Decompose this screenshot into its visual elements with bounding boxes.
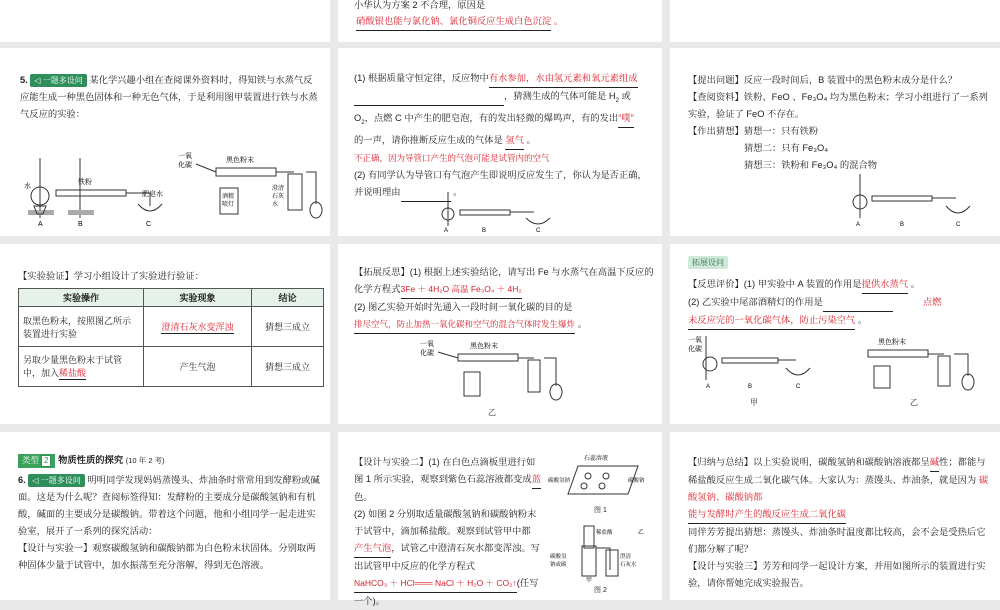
slide-verify: [0, 244, 330, 424]
top-answer: 硝酸银也能与氯化钠、氯化铜反应生成白色沉淀 。: [356, 13, 563, 31]
top-panel-left: [0, 0, 330, 42]
svg-text:化碳: 化碳: [178, 162, 192, 169]
slide-design2: [338, 432, 662, 606]
apparatus-yi-mid: [418, 334, 568, 404]
svg-text:C: C: [146, 221, 152, 228]
table-row: 取黑色粉末，按照图乙所示装置进行实验 澄清石灰水变浑浊 猜想三成立: [19, 307, 324, 347]
svg-text:乙: 乙: [638, 530, 645, 536]
slide-q5-parts: [338, 48, 662, 236]
svg-text:碳酸氢: 碳酸氢: [550, 554, 567, 560]
slide-reflect: [338, 244, 662, 424]
svg-text:石灰: 石灰: [272, 194, 285, 200]
table-header: 实验操作: [19, 289, 144, 307]
type-heading: 类型 2 物质性质的探究 (10 年 2 考): [18, 452, 165, 469]
svg-text:水: 水: [272, 202, 279, 208]
verify-title: 【实验验证】学习小组设计了实验进行验证：: [18, 271, 204, 281]
svg-text:B: B: [748, 384, 753, 390]
verify-table: [18, 288, 324, 387]
svg-text:A: A: [38, 221, 43, 228]
svg-text:酒精: 酒精: [222, 194, 235, 200]
top-panel-right: [670, 0, 1000, 42]
design2-text: 【设计与实验二】(1) 在白色点滴板里进行如图 1 所示实验，观察到紫色石蕊溶液都变成蓝色。 (2) 如图 2 分别取适量碳酸氢钠和碳酸钠粉末于试管中，滴加稀盐酸。观察到试管甲中都产生气泡，试管乙中澄清石灰水都变浑浊。写出试管甲中反应的化学方程式 NaHCO₃ ＋ HCl═══ NaCl ＋ H₂O ＋ CO₂↑(任写一个)。: [354, 457, 541, 606]
slide-q5: [0, 48, 330, 236]
svg-text:一氧: 一氧: [688, 337, 702, 344]
svg-text:化碳: 化碳: [688, 346, 702, 353]
fig-jia-ext: 甲: [750, 398, 758, 407]
apparatus-jia-ext: [688, 330, 818, 390]
svg-text:C: C: [956, 222, 961, 228]
svg-text:A: A: [856, 222, 861, 228]
svg-text:B: B: [482, 228, 487, 234]
svg-text:澄清: 澄清: [620, 554, 632, 560]
svg-text:石蕊溶液: 石蕊溶液: [584, 456, 609, 462]
fig2-label: 图 2: [594, 587, 607, 594]
figure-2-apparatus: [548, 518, 648, 582]
svg-text:黑色粉末: 黑色粉末: [878, 339, 906, 346]
svg-text:一氧: 一氧: [420, 341, 434, 348]
fig-yi-ext: 乙: [910, 398, 918, 407]
mid1-text: (1) 根据质量守恒定律，反应物中有水参加，水由氢元素和氧元素组成 ，猜测生成的气体可能是 $H_2$ 或 $O_2$，点燃 C 中产生的肥皂泡，有的发出轻微的爆鸣声，有的发出“噗” 的一声，请你推断反应生成的气体是 氢气 。 不正确，因为导管口产生的气泡可能是试管内的空气 (2) 有同学认为导管口有气泡产生即说明反应发生了，你认为是否正确，并说明理由 。: [354, 70, 654, 202]
apparatus-jia-mini: [438, 188, 558, 232]
slide-q6: [0, 432, 330, 600]
apparatus-yi: [176, 144, 326, 224]
figure-1-dropplate: [548, 452, 648, 508]
svg-text:稀盐酸: 稀盐酸: [596, 530, 613, 536]
svg-text:澄清: 澄清: [272, 186, 285, 192]
svg-text:B: B: [900, 222, 905, 228]
top-line: 小华认为方案 2 不合理，原因是: [354, 0, 486, 10]
table-header: 结论: [251, 289, 323, 307]
svg-text:A: A: [444, 228, 449, 234]
svg-text:石灰水: 石灰水: [620, 562, 637, 568]
svg-text:B: B: [78, 221, 83, 228]
table-header: 实验现象: [144, 289, 252, 307]
apparatus-yi-ext: [838, 330, 988, 394]
share-icon: ◁: [32, 476, 39, 486]
fig-yi-mid: 乙: [488, 408, 496, 417]
svg-text:C: C: [536, 228, 541, 234]
table-row: 另取少量黑色粉末于试管中，加入稀盐酸 产生气泡 猜想三成立: [19, 347, 324, 387]
top-panel-middle: [338, 0, 662, 42]
apparatus-jia-right: [840, 168, 980, 228]
extend-badge-wrap: 拓展设问: [688, 254, 728, 271]
fig1-label: 图 1: [594, 507, 607, 514]
svg-text:甲: 甲: [586, 578, 593, 584]
one-question-multi-badge: ◁ 一题多设问: [30, 74, 86, 87]
summary-text: 【归纳与总结】以上实验说明，碳酸氢钠和碳酸钠溶液都呈碱性；都能与稀盐酸反应生成二氧化碳气体。大家认为：蒸馒头、炸油条，就是因为 碳酸氢钠、碳酸钠都 能与发酵时产生的酸反应生成二氧化碳 同伴芳芳提出猜想：蒸馒头、炸油条时温度都比较高，会不会是受热后它们都分解了呢？ 【设计与实验三】芳芳和同学一起设计方案，并用如图所示的装置进行实验，请你帮她完成实验报告。: [688, 454, 992, 592]
svg-text:碳酸氢钠: 碳酸氢钠: [548, 478, 571, 484]
share-icon: ◁: [34, 76, 41, 86]
label-water: 水: [24, 183, 31, 190]
svg-text:黑色粉末: 黑色粉末: [226, 157, 254, 164]
svg-text:碳酸钠: 碳酸钠: [628, 478, 645, 484]
svg-text:一氧: 一氧: [178, 153, 192, 160]
extend-text: 【反思评价】(1) 甲实验中 A 装置的作用是提供水蒸气 。 (2) 乙实验中尾部酒精灯的作用是 点燃 未反应完的一氧化碳气体，防止污染空气 。: [688, 276, 992, 330]
svg-text:钠或碳: 钠或碳: [550, 562, 567, 568]
slide-summary: [670, 432, 1000, 600]
slide-extend: [670, 244, 1000, 424]
svg-text:喷灯: 喷灯: [222, 202, 235, 208]
svg-text:A: A: [706, 384, 711, 390]
svg-text:C: C: [796, 384, 801, 390]
svg-text:肥皂水: 肥皂水: [142, 191, 163, 198]
q5-text: 5. ◁ 一题多设问 某化学兴趣小组在查阅课外资料时，得知铁与水蒸气反应能生成一种黑色固体和一种无色气体，于是利用图甲装置进行铁与水蒸气反应的实验：: [20, 75, 318, 119]
one-question-multi-badge: ◁ 一题多设问: [28, 474, 84, 487]
svg-text:黑色粉末: 黑色粉末: [470, 343, 498, 350]
apparatus-jia: [20, 148, 180, 228]
slide-q5-hypothesis: [670, 48, 1000, 236]
reflect-text: 【拓展反思】(1) 根据上述实验结论，请写出 Fe 与水蒸气在高温下反应的化学方程式3Fe ＋ 4H₂O 高温 Fe₃O₄ ＋ 4H₂ (2) 图乙实验开始时先通入一段时间一氧化碳的目的是 排尽空气，防止加热一氧化碳和空气的混合气体时发生爆炸 。: [354, 264, 656, 334]
right1-text: 【提出问题】反应一段时间后，B 装置中的黑色粉末成分是什么？ 【查阅资料】铁粉、FeO 、Fe₃O₄ 均为黑色粉末；学习小组进行了一系列实验，验证了 FeO 不存在。 【作出猜想】猜想一：只有铁粉 猜想二：只有 Fe₃O₄ 猜想三：铁粉和 Fe₃O₄ 的混合物: [688, 75, 988, 170]
q6-text: 6. ◁ 一题多设问 明明同学发现妈妈蒸馒头、炸油条时常常用到发酵粉或碱面。这是为什么呢？查阅标签得知：发酵粉的主要成分是碳酸氢钠和有机酸，碱面的主要成分是碳酸钠。带着这个问题，他和小组同学一起走进实验室，展开了一系列的探究活动： 【设计与实验一】观察碳酸氢钠和碳酸钠都为白色粉末状固体。分别取两种固体少量于试管中，加水振荡至充分溶解，得到无色溶液。: [18, 475, 320, 570]
svg-text:化碳: 化碳: [420, 350, 434, 357]
svg-text:铁粉: 铁粉: [78, 179, 92, 186]
